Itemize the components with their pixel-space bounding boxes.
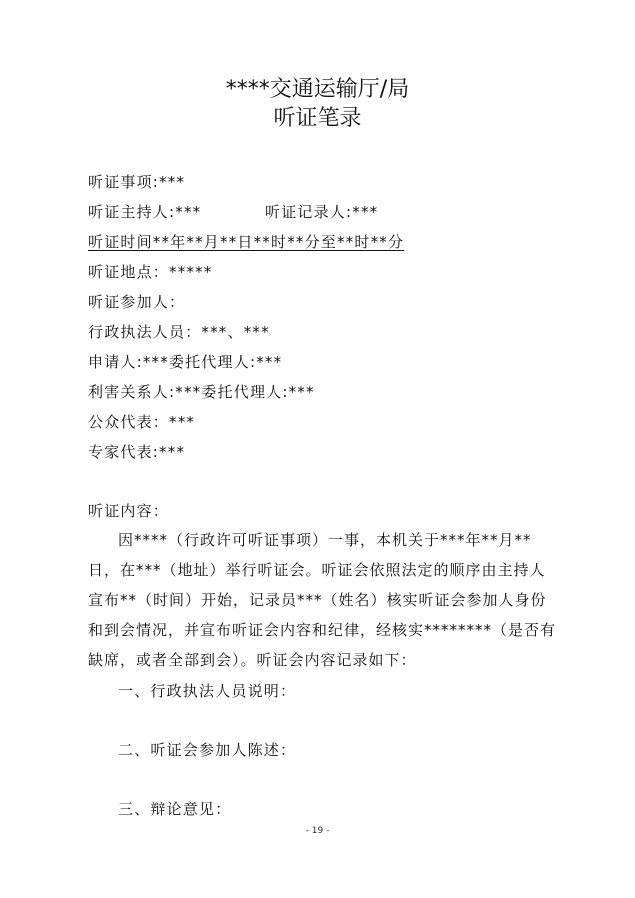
field-expert-rep: 专家代表:*** xyxy=(88,443,186,461)
field-public-rep: 公众代表：*** xyxy=(88,413,196,431)
content-label: 听证内容： xyxy=(88,502,170,520)
document-title: ****交通运输厅/局 xyxy=(225,77,410,102)
field-matter: 听证事项:*** xyxy=(88,173,186,191)
field-time: 听证时间**年**月**日**时**分至**时**分 xyxy=(88,233,405,251)
field-participants-label: 听证参加人： xyxy=(88,293,186,311)
field-applicant: 申请人:***委托代理人:*** xyxy=(88,353,283,371)
content-paragraph xyxy=(88,525,558,675)
field-host: 听证主持人:*** xyxy=(88,203,202,221)
page-number: - 19 - xyxy=(305,826,330,836)
field-recorder: 听证记录人:*** xyxy=(265,203,379,221)
field-interested-party: 利害关系人:***委托代理人:*** xyxy=(88,383,315,401)
document-subtitle: 听证笔录 xyxy=(273,106,362,131)
field-place: 听证地点：***** xyxy=(88,263,213,281)
section-debate-opinions: 三、辩论意见： xyxy=(118,800,232,818)
content-paragraph-text: 因****（行政许可听证事项）一事，本机关于***年**月**日，在***（地址）举行听证会。听证会依照法定的顺序由主持人宣布**（时间）开始，记录员***（姓名）核实听证会参加人身份和到会情况，并宣布听证会内容和纪律，经核实********（是否有缺席，或者全部到会）。听证会内容记录如下： xyxy=(88,531,557,669)
section-participants-statement: 二、听证会参加人陈述： xyxy=(118,741,297,759)
section-officers-statement: 一、行政执法人员说明： xyxy=(118,682,297,700)
field-officers: 行政执法人员：***、*** xyxy=(88,323,270,341)
